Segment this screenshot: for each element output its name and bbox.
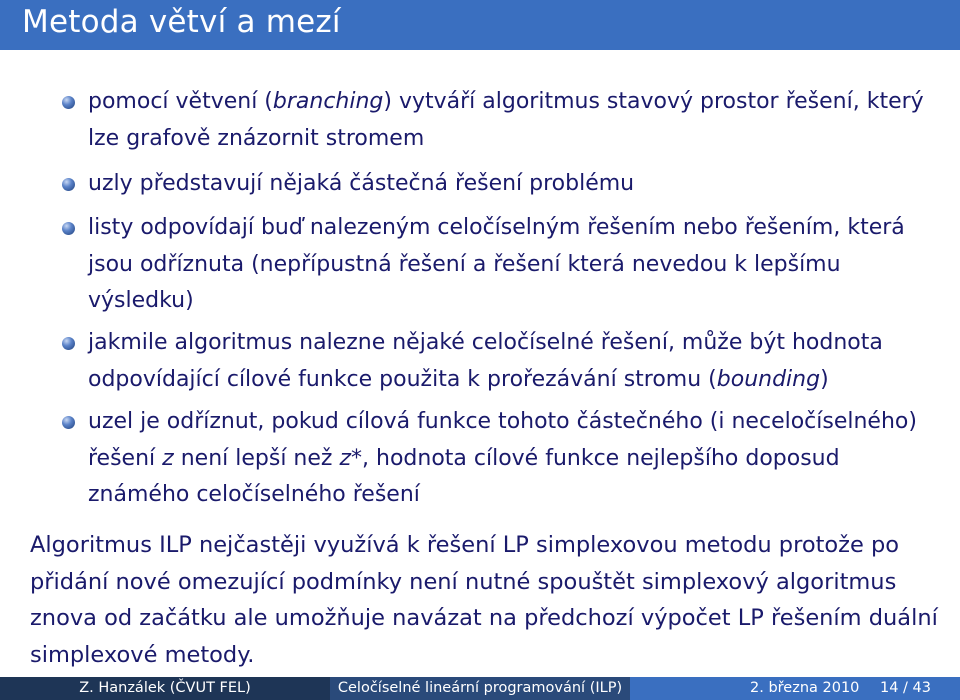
bullet-icon <box>62 178 75 191</box>
bullet-icon <box>62 222 75 235</box>
bullet-icon <box>62 96 75 109</box>
slide-title-bar <box>0 0 960 50</box>
bullet-icon <box>62 337 75 350</box>
slide-title: Metoda větví a mezí <box>22 4 341 40</box>
bullet-text: jakmile algoritmus nalezne nějaké celočíselné řešení, může být hodnota odpovídající cílové funkce použita k prořezávání stromu (bounding) <box>88 330 883 392</box>
bullet-text: listy odpovídají buď nalezeným celočíselným řešením nebo řešením, která jsou odříznuta (nepřípustná řešení a řešení která nevedou k lepšímu výsledku) <box>88 215 905 313</box>
bullet-text: pomocí větvení (branching) vytváří algoritmus stavový prostor řešení, který lze grafově znázornit stromem <box>88 89 924 151</box>
footer-page-number: 14 / 43 <box>880 680 932 696</box>
footer-date-page <box>630 677 960 700</box>
bullet-text: uzly představují nějaká částečná řešení problému <box>88 171 635 196</box>
bullet-item <box>62 325 942 398</box>
bullet-item <box>62 404 942 514</box>
footer-bar <box>0 677 960 700</box>
bullet-item <box>62 84 942 157</box>
footer-date: 2. března 2010 <box>750 680 860 696</box>
bullet-item <box>62 166 942 203</box>
bullet-icon <box>62 416 75 429</box>
bullet-text: uzel je odříznut, pokud cílová funkce tohoto částečného (i neceločíselného) řešení z není lepší než z*, hodnota cílové funkce nejlepšího doposud známého celočíselného řešení <box>88 409 917 507</box>
bullet-item <box>62 210 942 320</box>
footer-author: Z. Hanzálek (ČVUT FEL) <box>0 677 330 700</box>
summary-paragraph: Algoritmus ILP nejčastěji využívá k řešení LP simplexovou metodu protože po přidání nové omezující podmínky není nutné spouštět simplexový algoritmus znova od začátku ale umožňuje navázat na předchozí výpočet LP řešením duální simplexové metody. <box>30 532 938 668</box>
footer-course-title: Celočíselné lineární programování (ILP) <box>330 677 630 700</box>
